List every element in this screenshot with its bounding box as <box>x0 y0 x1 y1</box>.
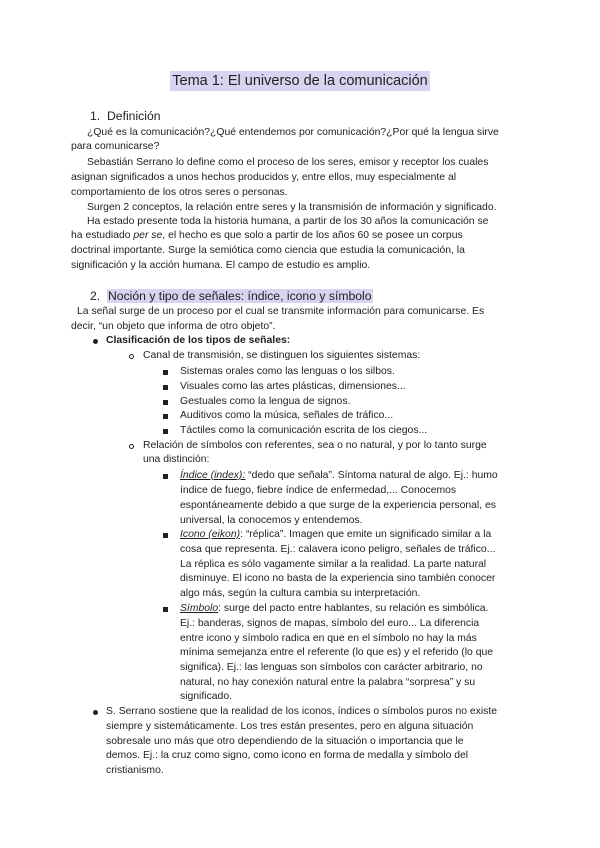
bullet-ring <box>129 354 134 359</box>
serrano-line-2: sobresale uno más que otro dependiendo de la situación o importancia que le <box>106 736 464 747</box>
s2-intro-0: La señal surge de un proceso por el cual se transmite información para comunicarse. Es <box>77 306 485 317</box>
relacion-line-0: Relación de símbolos con referentes, sea o no natural, y por lo tanto surge <box>143 440 487 451</box>
s1-line-2: Sebastián Serrano lo define como el proceso de los seres, emisor y receptor los cuales <box>87 157 489 168</box>
bullet-square <box>163 400 168 405</box>
serrano-line-0: S. Serrano sostiene que la realidad de los iconos, índices o símbolos puros no existe <box>106 706 498 717</box>
icono-first: : “réplica”. Imagen que emite un significado similar a la <box>240 529 492 540</box>
s1-line-1: para comunicarse? <box>71 141 160 152</box>
icono-line-4: algo más, según la cultura cambia su interpretación. <box>180 588 421 599</box>
simbolo-line-5: natural, no hay conexión natural entre la palabra “sorpresa” y su <box>180 677 476 688</box>
section-1-number: 1. <box>90 109 101 123</box>
document-title: Tema 1: El universo de la comunicación <box>172 73 428 89</box>
bullet-square <box>163 474 168 479</box>
s1-line-7 <box>71 229 463 242</box>
bullet-square <box>163 385 168 390</box>
indice-line-2: espontáneamente debido a que surge de la experiencia personal, es <box>180 500 496 511</box>
s1-line-3: asignan significados a unos hechos producidos y, entre ellos, muy especialmente al <box>71 172 457 183</box>
icono-line-3: disminuye. El icono no basta de la experiencia sino también conocer <box>180 573 496 584</box>
indice-label: Índice (index): <box>180 470 246 481</box>
s1-line-4: comportamiento de los otros seres o personas. <box>71 187 288 198</box>
bullet-square <box>163 533 168 538</box>
simbolo-label: Símbolo <box>180 603 219 614</box>
indice-line-3: universal, la conocemos y entendemos. <box>180 515 363 526</box>
simbolo-first: : surge del pacto entre hablantes, su relación es simbólica. <box>218 603 489 614</box>
simbolo-line-3: mínima semejanza entre el referente (lo que es) y el referido (lo que <box>180 647 494 658</box>
section-1-title: Definición <box>107 109 161 123</box>
canal-text: Canal de transmisión, se distinguen los siguientes sistemas: <box>143 350 421 361</box>
section-2-number: 2. <box>90 289 101 303</box>
indice-line-0 <box>180 469 498 482</box>
s1-line-7-post: , el hecho es que solo a partir de los años 60 se posee un corpus <box>162 230 463 241</box>
section-1-heading <box>90 109 161 124</box>
simbolo-line-2: entre icono y símbolo radica en que en el símbolo no hay la más <box>180 633 477 644</box>
bullet-square <box>163 414 168 419</box>
icono-line-0 <box>180 528 491 541</box>
relacion-line-1: una distinción: <box>143 454 210 465</box>
bullet-square <box>163 607 168 612</box>
icono-label: Icono (eikon) <box>180 529 241 540</box>
simbolo-line-4: significa). Ej.: las lenguas son símbolos con carácter arbitrario, no <box>180 662 483 673</box>
sistema-0: Sistemas orales como las lenguas o los silbos. <box>180 366 395 377</box>
icono-line-1: cosa que representa. Ej.: calavera icono peligro, señales de tráfico... <box>180 544 496 555</box>
sistema-3: Auditivos como la música, señales de tráfico... <box>180 410 394 421</box>
s1-line-6: Ha estado presente toda la historia humana, a partir de los 30 años la comunicación se <box>87 216 489 227</box>
s1-line-8: doctrinal importante. Surge la semiótica como ciencia que estudia la comunicación, la <box>71 245 465 256</box>
indice-first: “dedo que señala”. Síntoma natural de algo. Ej.: humo <box>245 470 498 481</box>
s2-intro-1: decir, “un objeto que informa de otro objeto”. <box>71 321 276 332</box>
icono-line-2: La réplica es sólo vagamente similar a la realidad. La parte natural <box>180 559 487 570</box>
s1-line-7-pre: ha estudiado <box>71 230 134 241</box>
s1-line-9: significación y la acción humana. El campo de estudio es amplio. <box>71 260 371 271</box>
bullet-square <box>163 429 168 434</box>
s1-line-0: ¿Qué es la comunicación?¿Qué entendemos por comunicación?¿Por qué la lengua sirve <box>87 127 499 138</box>
bullet-square <box>163 370 168 375</box>
sistema-1: Visuales como las artes plásticas, dimensiones... <box>180 381 406 392</box>
bullet-dot <box>93 710 98 715</box>
bullet-ring <box>129 444 134 449</box>
title-container <box>0 71 600 91</box>
bullet-dot <box>93 339 98 344</box>
section-2-title: Noción y tipo de señales: índice, icono y símbolo <box>108 289 372 303</box>
serrano-line-1: siempre y sistemáticamente. Los tres están presentes, pero en alguna situación <box>106 721 474 732</box>
simbolo-line-6: significado. <box>180 691 232 702</box>
simbolo-line-1: Ej.: banderas, signos de mapas, símbolo del euro... La diferencia <box>180 618 480 629</box>
section-2-heading <box>90 289 373 304</box>
serrano-line-4: cristianismo. <box>106 765 164 776</box>
s1-line-7-italic: per se <box>133 230 163 241</box>
sistema-4: Táctiles como la comunicación escrita de los ciegos... <box>180 425 428 436</box>
indice-line-1: índice de fuego, fiebre índice de enfermedad,... Conocemos <box>180 485 457 496</box>
sistema-2: Gestuales como la lengua de signos. <box>180 396 351 407</box>
simbolo-line-0 <box>180 602 488 615</box>
serrano-line-3: demos. Ej.: la cruz como signo, como icono en forma de medalla y símbolo del <box>106 750 469 761</box>
clasificacion-heading: Clasificación de los tipos de señales: <box>106 335 291 346</box>
s1-line-5: Surgen 2 conceptos, la relación entre seres y la transmisión de información y significado. <box>87 202 497 213</box>
